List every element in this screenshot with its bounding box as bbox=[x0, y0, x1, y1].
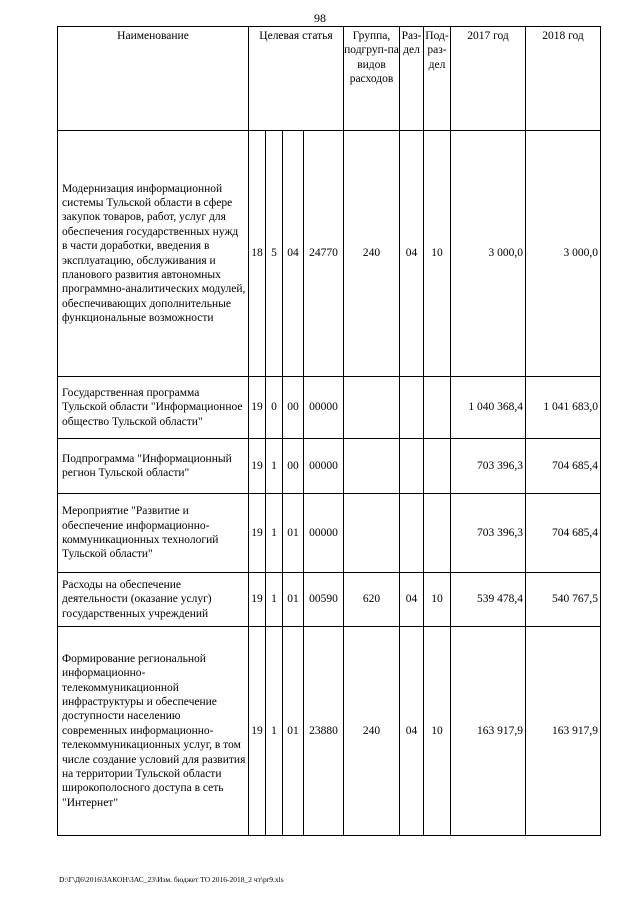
row-subsection: 10 bbox=[424, 627, 451, 836]
row-target-4: 00000 bbox=[304, 439, 344, 494]
row-2017: 703 396,3 bbox=[451, 494, 526, 573]
header-2017: 2017 год bbox=[451, 27, 526, 131]
table-row bbox=[58, 573, 601, 627]
row-group bbox=[344, 494, 400, 573]
row-section bbox=[400, 494, 424, 573]
row-2017: 3 000,0 bbox=[451, 131, 526, 377]
row-target-2: 1 bbox=[266, 573, 283, 627]
page-number: 98 bbox=[314, 11, 326, 25]
header-group: Группа, подгруп-па видов расходов bbox=[344, 27, 400, 131]
row-group: 240 bbox=[344, 627, 400, 836]
row-subsection bbox=[424, 439, 451, 494]
row-2017: 703 396,3 bbox=[451, 439, 526, 494]
row-2017: 1 040 368,4 bbox=[451, 377, 526, 439]
row-subsection: 10 bbox=[424, 131, 451, 377]
row-2018: 163 917,9 bbox=[526, 627, 601, 836]
row-subsection bbox=[424, 494, 451, 573]
row-section bbox=[400, 377, 424, 439]
row-2017: 163 917,9 bbox=[451, 627, 526, 836]
row-target-3: 01 bbox=[283, 627, 304, 836]
row-target-2: 0 bbox=[266, 377, 283, 439]
header-subsection: Под-раз-дел bbox=[424, 27, 451, 131]
row-section: 04 bbox=[400, 131, 424, 377]
row-target-4: 00590 bbox=[304, 573, 344, 627]
row-name: Мероприятие "Развитие и обеспечение информационно-коммуникационных технологий Тульской области" bbox=[58, 494, 249, 573]
table-row bbox=[58, 377, 601, 439]
row-target-1: 19 bbox=[249, 627, 266, 836]
table-row bbox=[58, 494, 601, 573]
row-name: Модернизация информационной системы Тульской области в сфере закупок товаров, работ, услуг для обеспечения государственных нужд в части доработки, введения в эксплуатацию, обслуживания и планового развития автономных программно-аналитических модулей, обеспечивающих дополнительные функциональные возможности bbox=[58, 131, 249, 377]
row-target-4: 24770 bbox=[304, 131, 344, 377]
header-target-article: Целевая статья bbox=[249, 27, 344, 131]
row-name: Подпрограмма "Информационный регион Тульской области" bbox=[58, 439, 249, 494]
row-subsection bbox=[424, 377, 451, 439]
row-target-2: 1 bbox=[266, 494, 283, 573]
row-target-1: 19 bbox=[249, 494, 266, 573]
row-target-2: 1 bbox=[266, 627, 283, 836]
row-2018: 540 767,5 bbox=[526, 573, 601, 627]
row-target-3: 01 bbox=[283, 494, 304, 573]
row-section bbox=[400, 439, 424, 494]
header-section: Раз-дел bbox=[400, 27, 424, 131]
row-2017: 539 478,4 bbox=[451, 573, 526, 627]
header-2018: 2018 год bbox=[526, 27, 601, 131]
row-target-1: 19 bbox=[249, 377, 266, 439]
table-row bbox=[58, 439, 601, 494]
header-name: Наименование bbox=[58, 27, 249, 131]
row-target-3: 04 bbox=[283, 131, 304, 377]
row-section: 04 bbox=[400, 627, 424, 836]
row-name: Формирование региональной информационно-телекоммуникационной инфраструктуры и обеспечение доступности населению современных информационно-телекоммуникационных услуг, в том числе создание условий для развития на территории Тульской области широкополосного доступа в сеть "Интернет" bbox=[58, 627, 249, 836]
row-group bbox=[344, 439, 400, 494]
budget-table bbox=[57, 26, 601, 836]
row-target-2: 5 bbox=[266, 131, 283, 377]
row-target-1: 18 bbox=[249, 131, 266, 377]
row-target-3: 00 bbox=[283, 439, 304, 494]
row-group: 240 bbox=[344, 131, 400, 377]
row-2018: 1 041 683,0 bbox=[526, 377, 601, 439]
row-subsection: 10 bbox=[424, 573, 451, 627]
row-group: 620 bbox=[344, 573, 400, 627]
row-name: Расходы на обеспечение деятельности (оказание услуг) государственных учреждений bbox=[58, 573, 249, 627]
row-group bbox=[344, 377, 400, 439]
row-target-2: 1 bbox=[266, 439, 283, 494]
table-row bbox=[58, 627, 601, 836]
row-target-3: 00 bbox=[283, 377, 304, 439]
row-target-1: 19 bbox=[249, 439, 266, 494]
file-path-footer: D:\Г\Д6\2016\ЗАКОН\ЗАС_23\Изм. бюджет ТО 2016-2018_2 чт\pr9.xls bbox=[59, 875, 284, 884]
table-row bbox=[58, 131, 601, 377]
row-name: Государственная программа Тульской области "Информационное общество Тульской области" bbox=[58, 377, 249, 439]
row-target-4: 23880 bbox=[304, 627, 344, 836]
row-target-4: 00000 bbox=[304, 377, 344, 439]
row-section: 04 bbox=[400, 573, 424, 627]
header-row bbox=[58, 27, 601, 131]
row-2018: 704 685,4 bbox=[526, 494, 601, 573]
row-2018: 3 000,0 bbox=[526, 131, 601, 377]
row-target-1: 19 bbox=[249, 573, 266, 627]
row-target-3: 01 bbox=[283, 573, 304, 627]
row-target-4: 00000 bbox=[304, 494, 344, 573]
row-2018: 704 685,4 bbox=[526, 439, 601, 494]
